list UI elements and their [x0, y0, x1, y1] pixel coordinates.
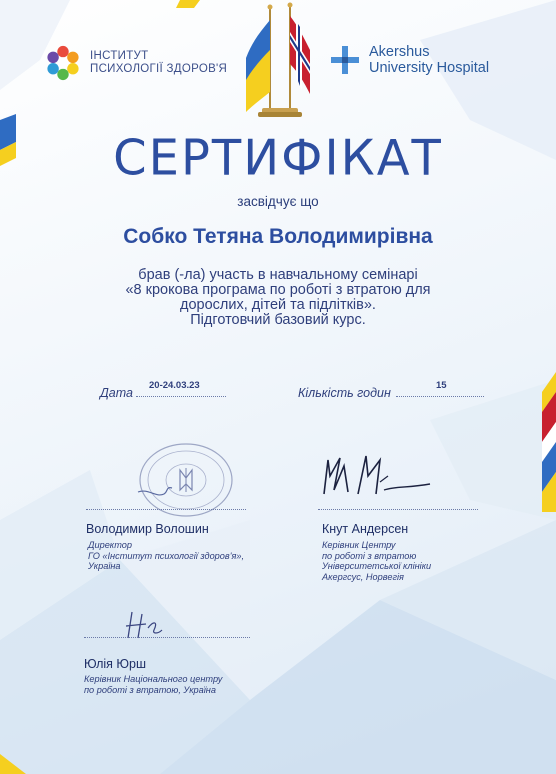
ukraine-norway-flags-icon: [238, 2, 318, 120]
andersen-role-line1: Керівник Центру: [322, 540, 396, 550]
course-description: [60, 268, 496, 328]
andersen-signature-icon: [318, 446, 438, 506]
recipient-name: Собко Тетяна Володимирівна: [123, 225, 433, 248]
description-line1: брав (-ла) участь в навчальному семінарі: [138, 267, 418, 283]
voloshyn-signature-line: [86, 509, 246, 510]
institute-logo: [44, 44, 227, 82]
yursh-role: [84, 674, 222, 695]
andersen-role-line2: по роботі з втратою: [322, 550, 417, 561]
andersen-role-line3: Університетської клініки: [322, 561, 432, 571]
andersen-role-line4: Акергсус, Норвегія: [322, 571, 404, 582]
date-label: Дата: [100, 386, 133, 400]
andersen-name: Кнут Андерсен: [322, 522, 409, 536]
yursh-role-line2: по роботі з втратою, Україна: [84, 684, 216, 695]
voloshyn-name: Володимир Волошин: [86, 522, 209, 536]
voloshyn-role-line2: ГО «Інститут психології здоров'я»,: [88, 550, 245, 561]
description-line2: «8 крокова програма по роботі з втратою для: [125, 282, 431, 298]
voloshyn-role: [88, 540, 244, 572]
yursh-name: Юлія Юрш: [84, 657, 146, 671]
voloshyn-role-line3: Україна: [88, 561, 121, 571]
date-value: 20-24.03.23: [149, 380, 200, 391]
hospital-name-line2: University Hospital: [369, 60, 490, 76]
hospital-name-line1: Akershus: [369, 44, 430, 60]
description-line3: дорослих, дітей та підлітків».: [180, 297, 376, 313]
institute-name: [90, 50, 227, 76]
institute-name-line2: ПСИХОЛОГІЇ ЗДОРОВ'Я: [90, 63, 228, 75]
hospital-name: [369, 44, 489, 76]
certifies-text: засвідчує що: [237, 194, 319, 209]
yursh-signature-line: [84, 637, 250, 638]
hospital-logo: [329, 44, 489, 76]
yursh-role-line1: Керівник Національного центру: [84, 674, 223, 684]
institute-flower-icon: [44, 44, 82, 82]
official-stamp-icon: [128, 438, 240, 520]
institute-name-line1: ІНСТИТУТ: [90, 50, 149, 62]
hours-value: 15: [436, 380, 447, 391]
description-line4: Підготовчий базовий курс.: [190, 312, 366, 328]
certificate-title: СЕРТИФІКАТ: [113, 129, 443, 187]
date-line: [136, 396, 226, 397]
hours-label: Кількість годин: [298, 386, 391, 400]
hospital-cross-icon: [329, 44, 361, 76]
andersen-signature-line: [318, 509, 478, 510]
voloshyn-role-line1: Директор: [88, 540, 133, 550]
flag-stripe-accent: [542, 372, 556, 512]
andersen-role: [322, 540, 431, 582]
hours-line: [396, 396, 484, 397]
